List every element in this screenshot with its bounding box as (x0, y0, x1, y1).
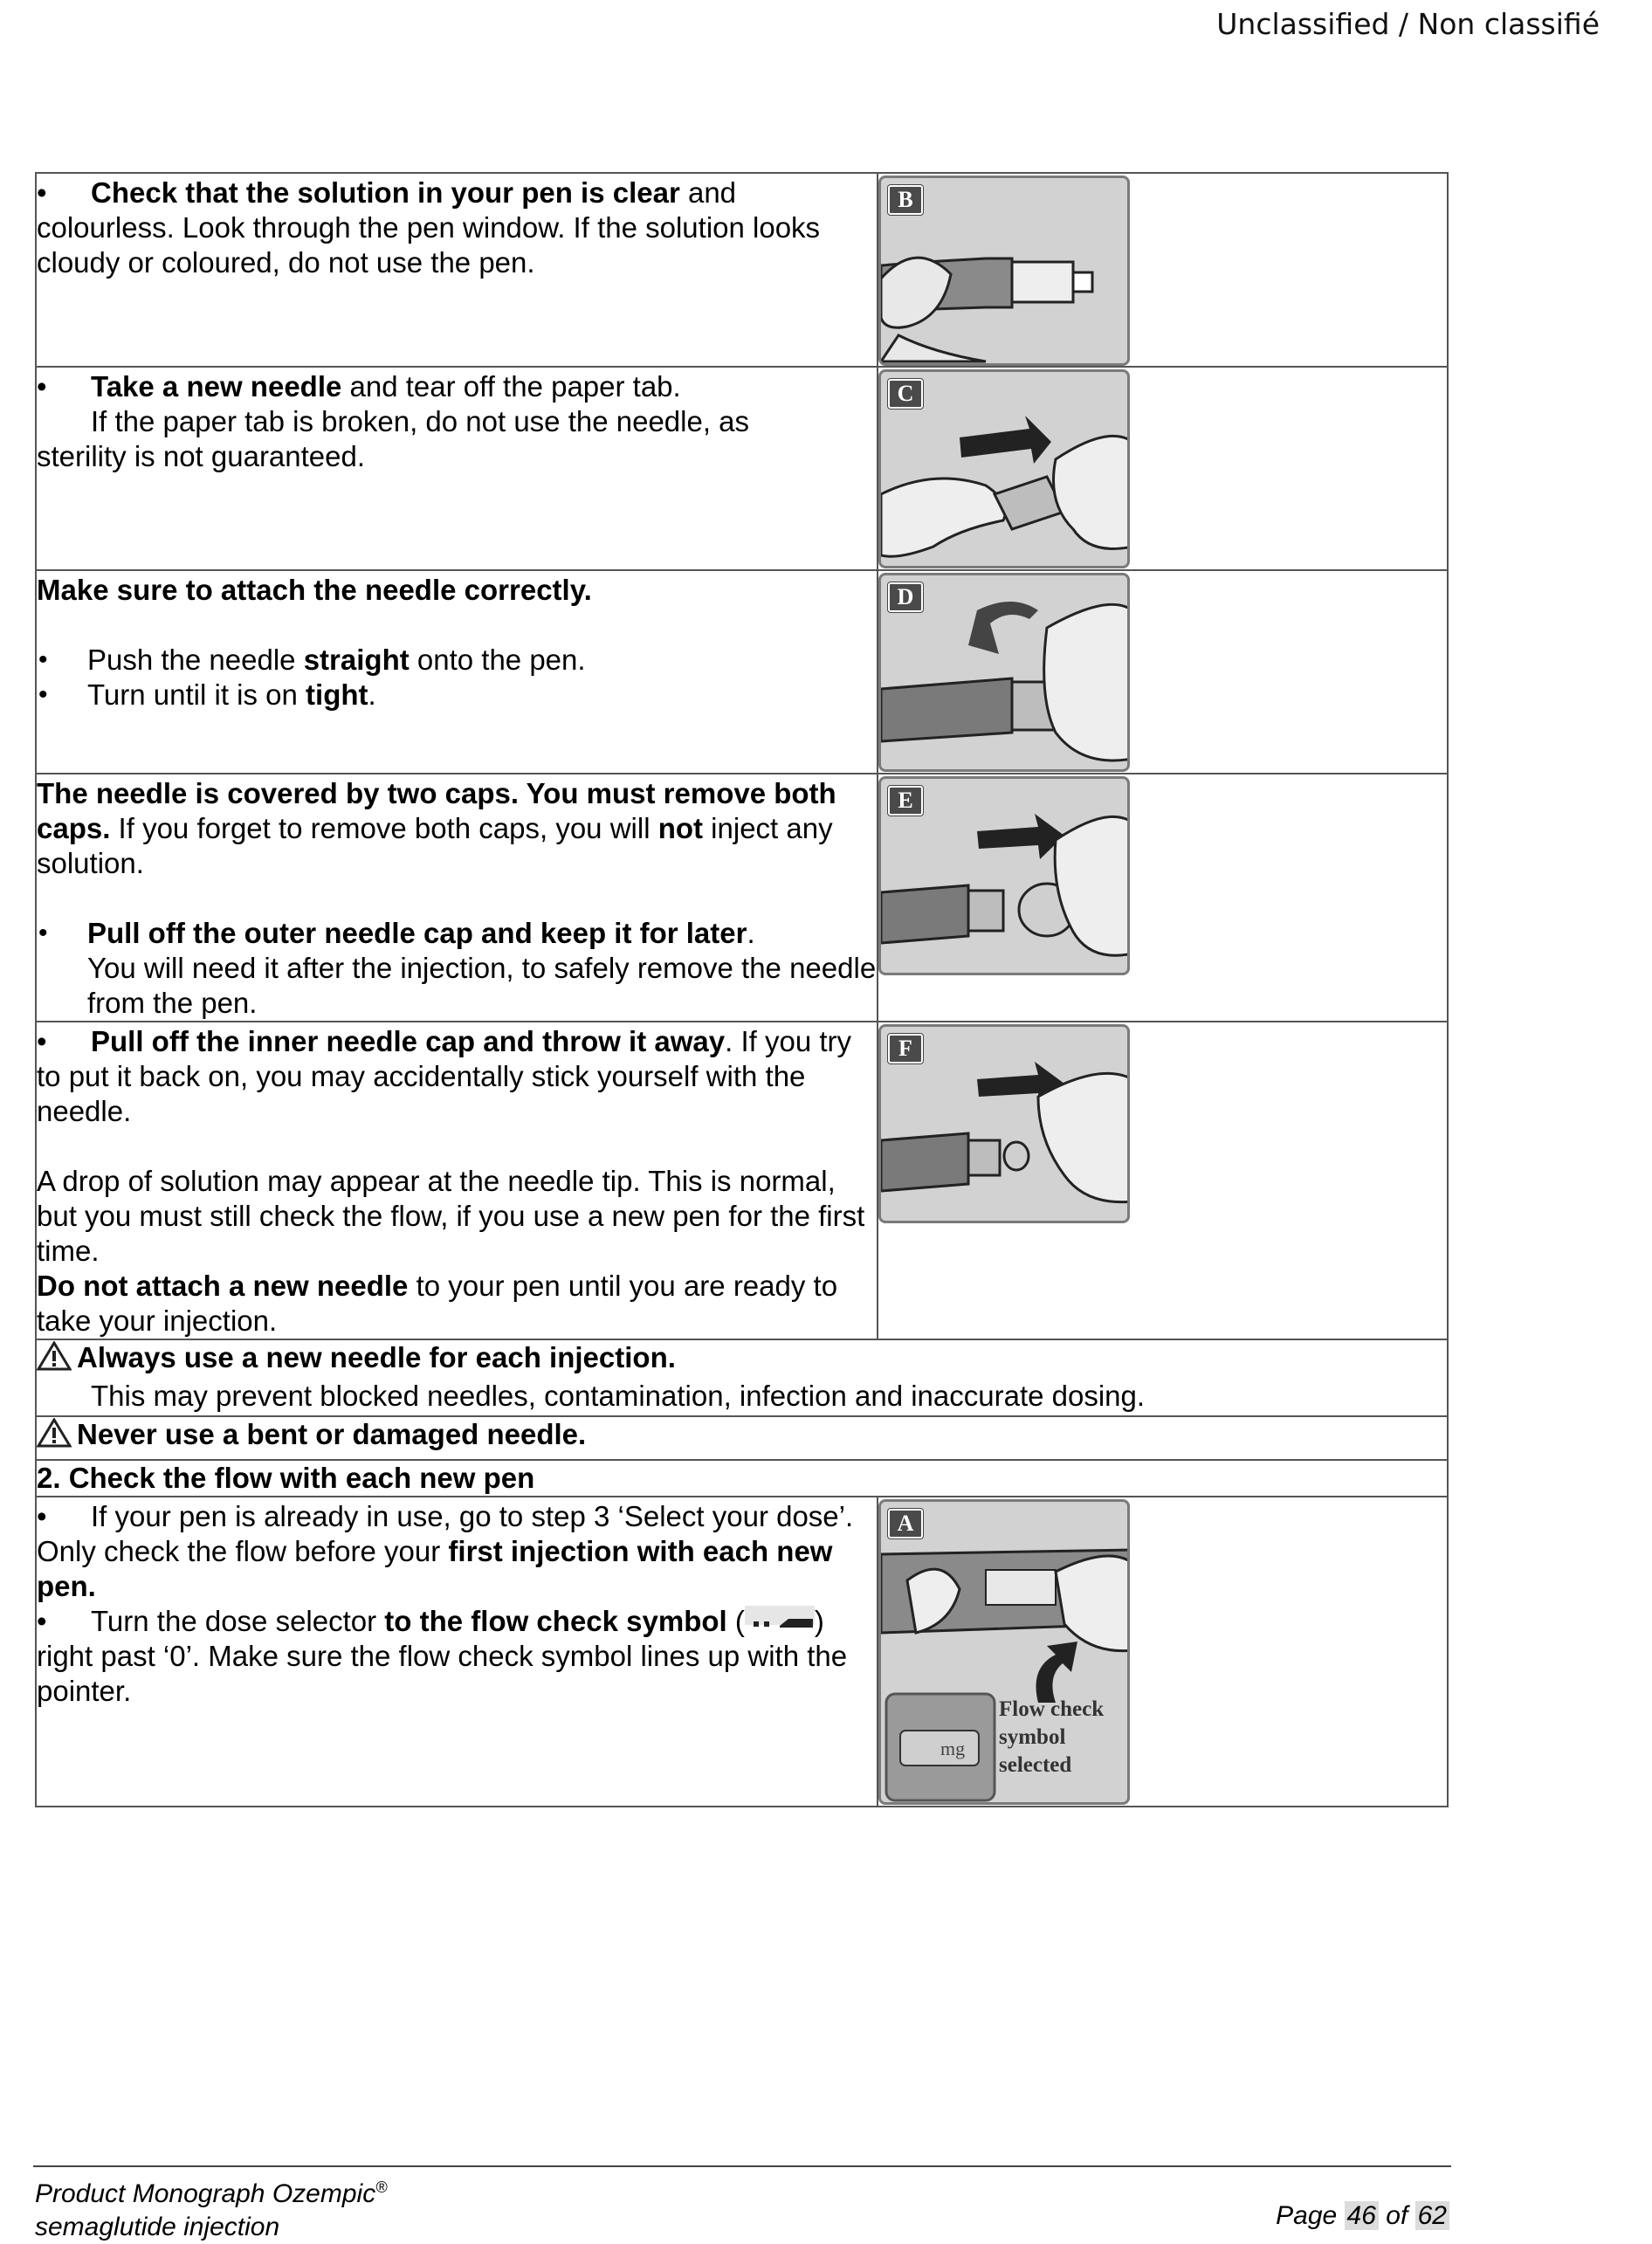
figure-b (878, 176, 1130, 366)
figure-e (878, 776, 1130, 975)
page-total: 62 (1415, 2201, 1449, 2230)
attach-needle-illustration (881, 575, 1130, 772)
page-number: Page 46 of 62 (1276, 2201, 1449, 2231)
figure-a (878, 1499, 1130, 1805)
step-b-rest: and colourless. Look through the pen window. If the solution looks cloudy or coloured, do not use the pen. (37, 176, 821, 279)
warning-icon (37, 1341, 77, 1379)
page-current: 46 (1345, 2201, 1379, 2230)
figure-cell-a (878, 1497, 1448, 1807)
step-c-rest: and tear off the paper tab. (341, 370, 681, 403)
needle-illustration (881, 372, 1130, 568)
figure-badge-f: F (888, 1034, 923, 1063)
step-f-para3: Do not attach a new needle to your pen until you are ready to take your injection. (37, 1270, 838, 1337)
step-d-item-1: • Push the needle straight onto the pen. (37, 643, 877, 678)
step-d-heading: Make sure to attach the needle correctly. (37, 574, 592, 606)
footer-title: Product Monograph Ozempic (35, 2179, 376, 2208)
step-row-f (36, 1022, 1448, 1339)
figure-cell-f (878, 1022, 1448, 1339)
section-row-2 (36, 1460, 1448, 1497)
step-text-b: • Check that the solution in your pen is clear and colourless. Look through the pen window. If the solution looks cloudy or coloured, do not use the pen. (36, 173, 878, 367)
step-text-a: • If your pen is already in use, go to step 3 ‘Select your dose’. Only check the flow before your first injection with each new pen. • Turn the dose selector to the flow check symbol ( ) right past ‘0’. Make sure the flow check symbol lines up with the pointer. (36, 1497, 878, 1807)
footer-divider (33, 2165, 1451, 2167)
footer-product (35, 2171, 387, 2244)
figure-cell-c (878, 367, 1448, 570)
figure-c (878, 369, 1130, 568)
outer-cap-illustration (881, 779, 1130, 975)
step-row-c (36, 367, 1448, 570)
step-c-line2b: sterility is not guaranteed. (37, 440, 366, 472)
step-b-bold: Check that the solution in your pen is clear (91, 176, 680, 209)
classification-label: Unclassified / Non classifié (1216, 7, 1600, 41)
warning-icon (37, 1418, 77, 1456)
step-f-para2: A drop of solution may appear at the needle tip. This is normal, but you must still check the flow, if you use a new pen for the first time. (37, 1165, 865, 1267)
figure-f (878, 1024, 1130, 1223)
step-e-item-1: • Pull off the outer needle cap and keep it for later. You will need it after the injection, to safely remove the needle from the pen. (37, 916, 877, 1021)
step-c-line2a: If the paper tab is broken, do not use the needle, as (91, 405, 750, 437)
section-2-heading: 2. Check the flow with each new pen (36, 1460, 1448, 1497)
warning-text-2: Never use a bent or damaged needle. (36, 1416, 1448, 1460)
step-text-e: The needle is covered by two caps. You must remove both caps. If you forget to remove both caps, you will not inject any solution. • Pull off the outer needle cap and keep it for later. You will need it after the injection, to safely remove the needle from the pen. (36, 774, 878, 1022)
figure-badge-c: C (888, 379, 923, 409)
step-c-bold: Take a new needle (91, 370, 342, 403)
footer-subtitle: semaglutide injection (35, 2213, 280, 2241)
flow-check-caption: Flow check symbol selected (999, 1697, 1105, 1777)
figure-cell-b (878, 173, 1448, 367)
warning-1-line2: This may prevent blocked needles, contamination, infection and inaccurate dosing. (91, 1380, 1146, 1412)
step-d-item-2: • Turn until it is on tight. (37, 678, 877, 712)
pen-illustration (881, 178, 1130, 366)
step-row-a (36, 1497, 1448, 1807)
warning-text-1: Always use a new needle for each injection. This may prevent blocked needles, contamination, infection and inaccurate dosing. (36, 1339, 1448, 1416)
figure-d (878, 573, 1130, 772)
footer-reg: ® (375, 2179, 388, 2196)
inner-cap-illustration (881, 1027, 1130, 1223)
warning-row-2 (36, 1416, 1448, 1460)
figure-badge-d: D (888, 582, 923, 612)
flow-check-symbol-icon (745, 1606, 815, 1625)
step-row-d (36, 570, 1448, 774)
step-row-b (36, 173, 1448, 367)
figure-cell-e (878, 774, 1448, 1022)
warning-row-1 (36, 1339, 1448, 1416)
figure-badge-a: A (888, 1509, 923, 1538)
figure-cell-d (878, 570, 1448, 774)
step-text-f: • Pull off the inner needle cap and throw it away. If you try to put it back on, you may accidentally stick yourself with the needle. A drop of solution may appear at the needle tip. This is normal, but you must still check the flow, if you use a new pen for the first time. Do not attach a new needle to your pen until you are ready to take your injection. (36, 1022, 878, 1339)
step-text-d (36, 570, 878, 774)
figure-a-mg-label: mg (940, 1738, 966, 1759)
figure-badge-e: E (888, 786, 923, 816)
instructions-table (35, 172, 1449, 1807)
step-d-list (37, 643, 877, 712)
step-text-c: • Take a new needle and tear off the paper tab. If the paper tab is broken, do not use the needle, as sterility is not guaranteed. (36, 367, 878, 570)
figure-badge-b: B (888, 185, 923, 215)
step-row-e (36, 774, 1448, 1022)
step-e-list (37, 916, 877, 1021)
